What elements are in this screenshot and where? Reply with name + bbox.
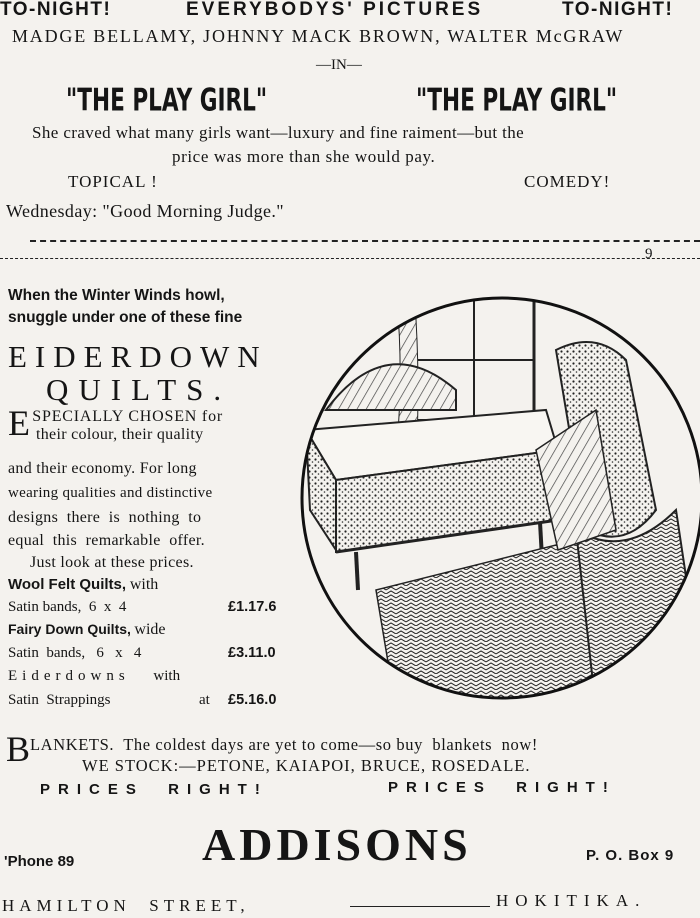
wednesday-feature: Wednesday: "Good Morning Judge."	[6, 201, 285, 221]
copy-line-5: designs there is nothing to	[8, 509, 202, 526]
price-item-3-heading	[8, 668, 180, 685]
intro-line-1: When the Winter Winds howl,	[8, 287, 225, 304]
quilts-copy	[8, 403, 292, 444]
cinema-name: EVERYBODYS' PICTURES	[186, 0, 484, 20]
item-3-at: at	[199, 692, 210, 708]
copy-line-3: and their economy. For long	[8, 460, 197, 477]
item-3-suffix: with	[153, 668, 181, 684]
page-mark: 9	[645, 246, 653, 262]
dropcap-b: B	[6, 729, 31, 769]
item-3-price: £5.16.0	[228, 692, 277, 708]
synopsis-line-2: price was more than she would pay.	[172, 147, 436, 166]
blankets-line-2: WE STOCK:—PETONE, KAIAPOI, BRUCE, ROSEDALE.	[82, 756, 531, 775]
item-3-name: Eiderdowns	[8, 668, 130, 684]
topical-label: TOPICAL !	[68, 172, 158, 191]
in-separator: —IN—	[316, 57, 362, 73]
cast-list: MADGE BELLAMY, JOHNNY MACK BROWN, WALTER McGRAW	[12, 26, 625, 46]
header-tonight-left: TO-NIGHT!	[0, 0, 112, 20]
copy-line-1: SPECIALLY CHOSEN for	[32, 408, 223, 425]
item-2-price: £3.11.0	[228, 645, 276, 661]
po-box: P. O. Box 9	[586, 847, 675, 864]
item-3-detail: Satin Strappings	[8, 692, 111, 708]
town-name: HOKITIKA.	[496, 891, 647, 910]
price-item-2-heading	[8, 621, 166, 639]
copy-line-4: wearing qualities and distinctive	[8, 485, 213, 501]
comedy-label: COMEDY!	[524, 172, 611, 191]
item-2-name: Fairy Down Quilts,	[8, 621, 131, 637]
intro-line-2: snuggle under one of these fine	[8, 309, 243, 326]
item-1-detail: Satin bands, 6 x 4	[8, 599, 127, 615]
header-tonight-right: TO-NIGHT!	[562, 0, 674, 20]
item-1-price: £1.17.6	[228, 599, 277, 615]
item-1-suffix: with	[129, 576, 159, 593]
copy-line-6: equal this remarkable offer.	[8, 532, 205, 549]
address-rule	[350, 906, 490, 907]
section-divider-bottom	[0, 258, 700, 259]
bedroom-illustration	[296, 290, 700, 710]
prices-right-left: PRICES RIGHT!	[40, 781, 268, 798]
blankets-line-1: LANKETS. The coldest days are yet to come—so buy blankets now!	[30, 735, 538, 754]
copy-line-2: their colour, their quality	[36, 426, 204, 443]
item-2-suffix: wide	[134, 621, 166, 638]
item-2-detail: Satin bands, 6 x 4	[8, 645, 142, 661]
film-title-left: "THE PLAY GIRL"	[66, 82, 268, 119]
synopsis-line-1: She craved what many girls want—luxury and fine raiment—but the	[32, 123, 525, 142]
section-divider-top	[30, 240, 700, 242]
store-name: ADDISONS	[202, 819, 472, 870]
phone-number: 'Phone 89	[4, 853, 75, 870]
item-1-name: Wool Felt Quilts,	[8, 576, 127, 593]
copy-line-7: Just look at these prices.	[30, 554, 194, 571]
price-item-1-heading	[8, 576, 158, 594]
film-title-right: "THE PLAY GIRL"	[416, 82, 618, 119]
headline-eiderdown: EIDERDOWN	[8, 339, 268, 374]
dropcap-e: E	[8, 403, 31, 443]
headline-quilts: QUILTS.	[46, 372, 232, 407]
prices-right-right: PRICES RIGHT!	[388, 779, 616, 796]
street-address: HAMILTON STREET,	[2, 896, 250, 915]
